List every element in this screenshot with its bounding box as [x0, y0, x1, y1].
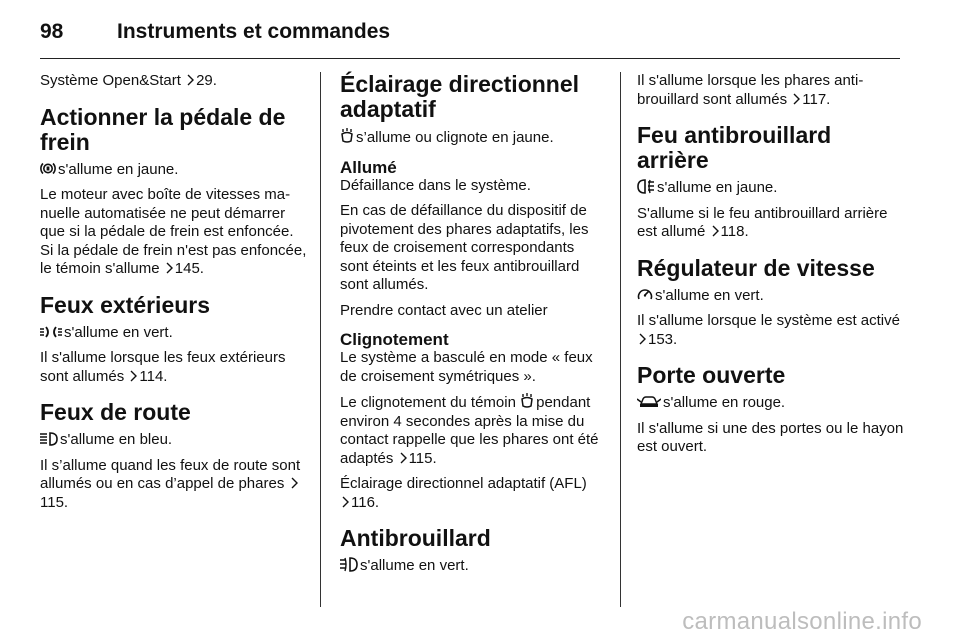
- section-title-exterior-lights: Feux extérieurs: [40, 291, 211, 318]
- paragraph: Il s'allume lorsque le système est activé 153.: [637, 312, 900, 348]
- fog-lights-indicator-line: s'allume en vert.: [340, 557, 606, 576]
- adaptive-headlight-icon: [520, 393, 534, 409]
- brake-pedal-icon: [40, 161, 56, 176]
- section-title-adaptive-lighting: Éclairage directionnel adaptatif: [340, 71, 580, 122]
- subsection-title-flashing: Clignotement: [340, 330, 449, 349]
- column-divider: [620, 72, 621, 607]
- exterior-lights-indicator-line: s'allume en vert.: [40, 324, 308, 343]
- section-title-high-beam: Feux de route: [40, 399, 191, 425]
- subsection-title-on: Allumé: [340, 157, 397, 177]
- watermark: carmanualsonline.info: [682, 608, 922, 635]
- paragraph: Il s’allume quand les feux de route sont allumés ou en cas d’appel de phares 115.: [40, 456, 301, 511]
- page-ref-arrow-icon: [342, 496, 349, 508]
- page-ref[interactable]: 116.: [351, 493, 380, 511]
- sidelights-icon: [40, 325, 62, 339]
- page-number: 98: [40, 20, 64, 43]
- section-title-door-open: Porte ouverte: [637, 362, 786, 388]
- paragraph: Le clignotement du témoin pendant environ 4 secondes après la mise du contact rappelle que les phares ont été adaptés 115.: [340, 394, 599, 467]
- high-beam-indicator-line: s'allume en bleu.: [40, 431, 308, 450]
- page-ref[interactable]: 117.: [802, 90, 831, 108]
- paragraph: Éclairage directionnel adaptatif (AFL) 116.: [340, 475, 587, 511]
- paragraph: Défaillance dans le système.: [340, 176, 531, 194]
- section-title-cruise-control: Régulateur de vitesse: [637, 254, 875, 281]
- page-ref[interactable]: 114.: [139, 367, 168, 385]
- section-title-fog-lights: Antibrouillard: [340, 525, 491, 551]
- header-rule: [40, 58, 900, 59]
- section-title-rear-fog-light: Feu antibrouillard arrière: [637, 122, 832, 173]
- page-ref-arrow-icon: [712, 225, 719, 237]
- column-2: [340, 72, 606, 583]
- front-fog-light-icon: [340, 557, 358, 572]
- section-title-brake-pedal: Actionner la pédale de frein: [40, 103, 286, 155]
- page-title: Instruments et commandes: [117, 20, 391, 43]
- page-ref[interactable]: 29.: [196, 72, 217, 89]
- brake-indicator-line: s'allume en jaune.: [40, 161, 308, 180]
- page-ref[interactable]: 115.: [408, 449, 437, 467]
- afl-indicator-line: s’allume ou clignote en jaune.: [340, 128, 606, 148]
- paragraph: S'allume si le feu antibrouillard arrière est allumé 118.: [637, 204, 888, 240]
- paragraph: Il s'allume lorsque les feux extérieurs sont allumés 114.: [40, 349, 286, 385]
- page-ref-arrow-icon: [639, 333, 646, 345]
- page-ref[interactable]: 115.: [40, 493, 69, 511]
- adaptive-headlight-icon: [340, 128, 354, 144]
- paragraph: Il s'allume si une des portes ou le hayon est ouvert.: [637, 419, 904, 455]
- cruise-control-indicator-line: s'allume en vert.: [637, 287, 907, 306]
- door-open-icon: [637, 394, 661, 409]
- page-ref-arrow-icon: [187, 74, 194, 86]
- column-1: [40, 72, 308, 519]
- door-open-indicator-line: s'allume en rouge.: [637, 394, 907, 413]
- column-3: [637, 72, 907, 464]
- cruise-control-icon: [637, 287, 653, 302]
- intro-paragraph: Système Open&Start 29.: [40, 72, 217, 89]
- page-ref[interactable]: 153.: [648, 330, 678, 348]
- rear-fog-indicator-line: s'allume en jaune.: [637, 179, 907, 198]
- paragraph: Prendre contact avec un atelier: [340, 301, 548, 319]
- paragraph: Il s'allume lorsque les phares antibrouillard sont allumés 117.: [637, 72, 864, 108]
- page-ref[interactable]: 145.: [174, 260, 204, 277]
- rear-fog-light-icon: [637, 179, 655, 194]
- paragraph: Le système a basculé en mode « feux de croisement symétriques ».: [340, 349, 593, 385]
- high-beam-icon: [40, 432, 58, 446]
- page-ref-arrow-icon: [130, 370, 137, 382]
- paragraph: Le moteur avec boîte de vitesses manuelle automatisée ne peut démarrer que si la pédale de frein est enfoncée. Si la pédale de frein n'est pas enfoncée, le témoin s'allume 145.: [40, 186, 307, 277]
- column-divider: [320, 72, 321, 607]
- page-ref-arrow-icon: [166, 262, 173, 274]
- page-ref[interactable]: 118.: [720, 223, 749, 240]
- page-ref-arrow-icon: [793, 93, 800, 105]
- page-ref-arrow-icon: [291, 477, 298, 489]
- page-ref-arrow-icon: [400, 452, 407, 464]
- paragraph: En cas de défaillance du dispositif de pivotement des phares adaptatifs, les feux de croisement correspondants sont éteints et les feux antibrouillard sont allumés.: [340, 202, 589, 293]
